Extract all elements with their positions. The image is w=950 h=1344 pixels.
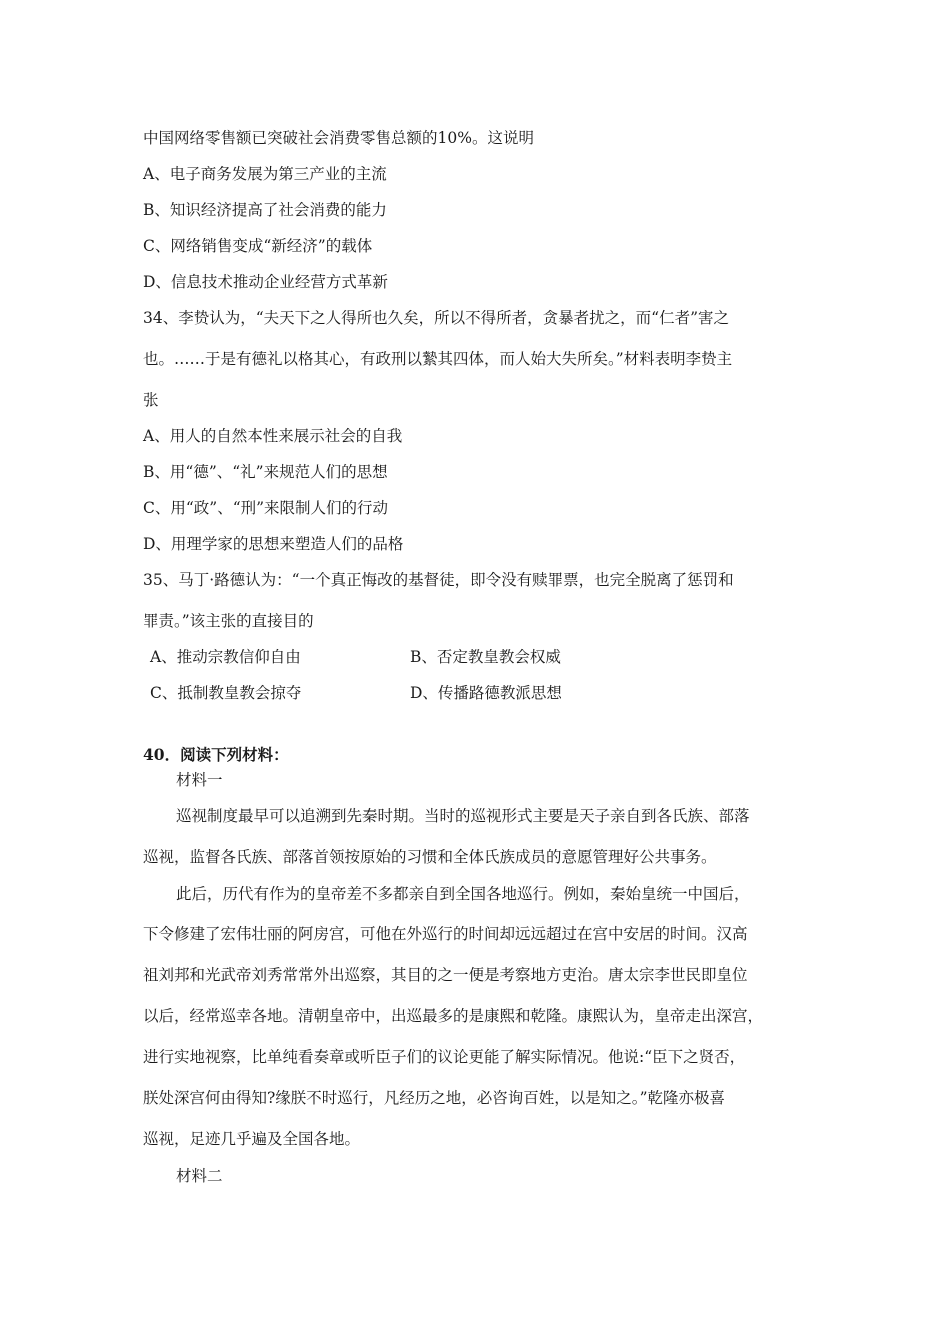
material-one-paragraph-line: 巡视制度最早可以追溯到先秦时期。当时的巡视形式主要是天子亲自到各氏族、部落 [176, 807, 750, 825]
q33-stem-tail: 中国网络零售额已突破社会消费零售总额的10%。这说明 [143, 129, 534, 147]
material-one-paragraph-line: 此后，历代有作为的皇帝差不多都亲自到全国各地巡行。例如，秦始皇统一中国后， [176, 885, 750, 903]
q40-heading: 40．阅读下列材料： [143, 745, 289, 764]
q33-option-c: C、网络销售变成“新经济”的载体 [143, 237, 373, 255]
q35-option-a: A、推动宗教信仰自由 [150, 648, 301, 666]
q34-option-a: A、用人的自然本性来展示社会的自我 [143, 427, 403, 445]
material-one-paragraph-line: 巡视，足迹几乎遍及全国各地。 [143, 1130, 361, 1148]
q33-option-d: D、信息技术推动企业经营方式革新 [143, 273, 388, 291]
q35-option-d: D、传播路德教派思想 [410, 684, 562, 702]
q34-option-b: B、用“德”、“礼”来规范人们的思想 [143, 463, 388, 481]
q34-option-c: C、用“政”、“刑”来限制人们的行动 [143, 499, 389, 517]
q35-options-row [150, 683, 820, 703]
q33-option-a: A、电子商务发展为第三产业的主流 [143, 165, 387, 183]
material-one-paragraph-line: 以后，经常巡幸各地。清朝皇帝中，出巡最多的是康熙和乾隆。康熙认为，皇帝走出深宫， [143, 1007, 764, 1025]
material-one-paragraph-line: 巡视，监督各氏族、部落首领按原始的习惯和全体氏族成员的意愿管理好公共事务。 [143, 848, 717, 866]
q33-option-b: B、知识经济提高了社会消费的能力 [143, 201, 387, 219]
q35-options-row [150, 647, 820, 667]
q35-option-b: B、否定教皇教会权威 [410, 648, 561, 666]
q34-stem-line: 34、李贽认为，“夫天下之人得所也久矣，所以不得所者，贪暴者扰之，而“仁者”害之 [143, 309, 729, 327]
material-one-paragraph-line: 朕处深宫何由得知?缘朕不时巡行，凡经历之地，必咨询百姓，以是知之。”乾隆亦极喜 [143, 1089, 725, 1107]
q34-stem-line: 张 [143, 391, 159, 409]
q35-stem-line: 35、马丁·路德认为：“一个真正悔改的基督徒，即令没有赎罪票，也完全脱离了惩罚和 [143, 571, 734, 589]
material-one-paragraph-line: 祖刘邦和光武帝刘秀常常外出巡察，其目的之一便是考察地方吏治。唐太宗李世民即皇位 [143, 966, 748, 984]
q34-stem-line: 也。……于是有德礼以格其心，有政刑以縶其四体，而人始大失所矣。”材料表明李贽主 [143, 350, 733, 368]
q35-option-c: C、抵制教皇教会掠夺 [150, 684, 302, 702]
q35-stem-line: 罪责。”该主张的直接目的 [143, 612, 314, 630]
material-one-label: 材料一 [176, 771, 223, 789]
material-two-label: 材料二 [176, 1167, 223, 1185]
material-one-paragraph-line: 进行实地视察，比单纯看奏章或听臣子们的议论更能了解实际情况。他说:“臣下之贤否， [143, 1048, 746, 1066]
material-one-paragraph-line: 下令修建了宏伟壮丽的阿房宫，可他在外巡行的时间却远远超过在宫中安居的时间。汉高 [143, 925, 748, 943]
q34-option-d: D、用理学家的思想来塑造人们的品格 [143, 535, 404, 553]
